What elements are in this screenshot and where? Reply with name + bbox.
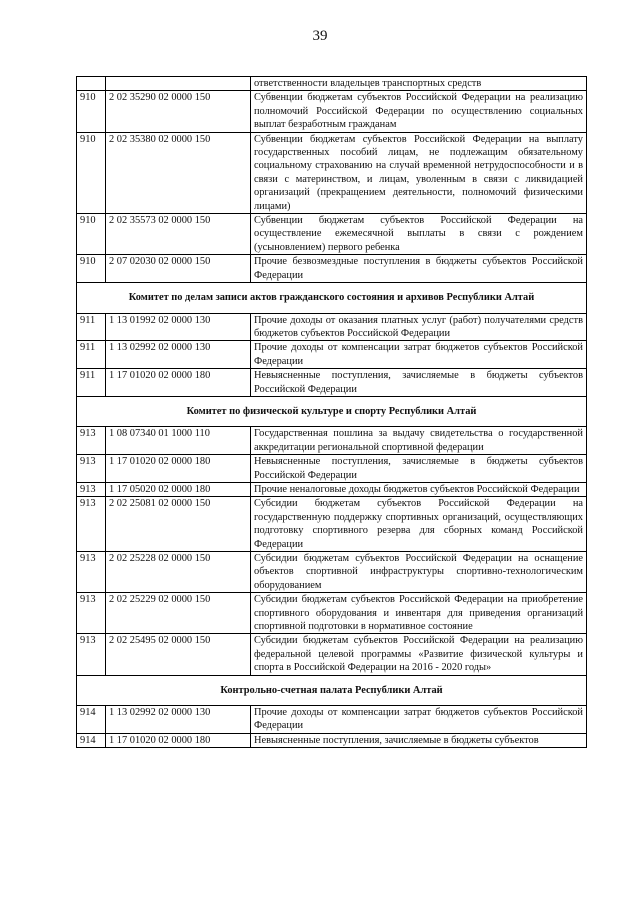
budget-code-cell: 1 17 01020 02 0000 180 bbox=[106, 455, 251, 483]
table-row bbox=[77, 255, 587, 283]
budget-code-cell: 1 13 02992 02 0000 130 bbox=[106, 706, 251, 734]
table-row bbox=[77, 634, 587, 675]
description-cell: Прочие доходы от компенсации затрат бюджетов субъектов Российской Федерации bbox=[251, 341, 587, 369]
admin-code-cell: 913 bbox=[77, 482, 106, 496]
budget-code-cell: 2 02 25495 02 0000 150 bbox=[106, 634, 251, 675]
budget-code-cell: 2 02 35290 02 0000 150 bbox=[106, 91, 251, 132]
table-row bbox=[77, 313, 587, 341]
admin-code-cell: 913 bbox=[77, 427, 106, 455]
admin-code-cell: 913 bbox=[77, 634, 106, 675]
description-cell: Прочие безвозмездные поступления в бюджеты субъектов Российской Федерации bbox=[251, 255, 587, 283]
table-row bbox=[77, 593, 587, 634]
budget-code-cell: 1 13 01992 02 0000 130 bbox=[106, 313, 251, 341]
description-cell: Субвенции бюджетам субъектов Российской Федерации на реализацию полномочий Российской Федерации по осуществлению социальных выплат безработным гражданам bbox=[251, 91, 587, 132]
budget-code-cell bbox=[106, 77, 251, 91]
table-row bbox=[77, 427, 587, 455]
description-cell: Невыясненные поступления, зачисляемые в бюджеты субъектов bbox=[251, 733, 587, 747]
description-cell: Субвенции бюджетам субъектов Российской Федерации на выплату государственных пособий лицам, не подлежащим обязательному социальному страхованию на случай временной нетрудоспособности и в связи с материнством, и лицам, уволенным в связи с ликвидацией организаций (прекращением деятельности, полномочий физическими лицами) bbox=[251, 132, 587, 213]
admin-code-cell: 910 bbox=[77, 214, 106, 255]
admin-code-cell: 913 bbox=[77, 497, 106, 552]
admin-code-cell: 910 bbox=[77, 132, 106, 213]
budget-code-cell: 2 02 35573 02 0000 150 bbox=[106, 214, 251, 255]
table-row bbox=[77, 369, 587, 397]
description-cell: Прочие доходы от компенсации затрат бюджетов субъектов Российской Федерации bbox=[251, 706, 587, 734]
page-number: 39 bbox=[312, 28, 328, 44]
section-header-row bbox=[77, 283, 587, 313]
budget-code-cell: 1 13 02992 02 0000 130 bbox=[106, 341, 251, 369]
section-header-row bbox=[77, 396, 587, 426]
budget-code-cell: 1 08 07340 01 1000 110 bbox=[106, 427, 251, 455]
description-cell: Субсидии бюджетам субъектов Российской Федерации на государственную поддержку спортивных организаций, осуществляющих подготовку спортивного резерва для сборных команд Российской Федерации bbox=[251, 497, 587, 552]
admin-code-cell: 914 bbox=[77, 706, 106, 734]
admin-code-cell: 910 bbox=[77, 91, 106, 132]
description-cell: Прочие доходы от оказания платных услуг (работ) получателями средств бюджетов субъектов Российской Федерации bbox=[251, 313, 587, 341]
description-cell: ответственности владельцев транспортных средств bbox=[251, 77, 587, 91]
revenue-codes-table bbox=[76, 76, 587, 748]
budget-code-cell: 2 07 02030 02 0000 150 bbox=[106, 255, 251, 283]
table-row bbox=[77, 733, 587, 747]
section-header-row bbox=[77, 675, 587, 705]
table-body bbox=[77, 77, 587, 748]
budget-code-cell: 2 02 25228 02 0000 150 bbox=[106, 552, 251, 593]
budget-code-cell: 2 02 25081 02 0000 150 bbox=[106, 497, 251, 552]
table-row bbox=[77, 497, 587, 552]
budget-code-cell: 1 17 01020 02 0000 180 bbox=[106, 733, 251, 747]
budget-code-cell: 1 17 05020 02 0000 180 bbox=[106, 482, 251, 496]
table-row bbox=[77, 132, 587, 213]
description-cell: Невыясненные поступления, зачисляемые в бюджеты субъектов Российской Федерации bbox=[251, 369, 587, 397]
table-row bbox=[77, 341, 587, 369]
table-row bbox=[77, 482, 587, 496]
description-cell: Субвенции бюджетам субъектов Российской Федерации на осуществление ежемесячной выплаты в связи с рождением (усыновлением) первого ребенка bbox=[251, 214, 587, 255]
admin-code-cell: 911 bbox=[77, 341, 106, 369]
admin-code-cell: 910 bbox=[77, 255, 106, 283]
budget-code-cell: 2 02 35380 02 0000 150 bbox=[106, 132, 251, 213]
admin-code-cell bbox=[77, 77, 106, 91]
description-cell: Субсидии бюджетам субъектов Российской Федерации на реализацию федеральной целевой программы «Развитие физической культуры и спорта в Российской Федерации на 2016 - 2020 годы» bbox=[251, 634, 587, 675]
description-cell: Субсидии бюджетам субъектов Российской Федерации на оснащение объектов спортивной инфраструктуры спортивно-технологическим оборудованием bbox=[251, 552, 587, 593]
admin-code-cell: 914 bbox=[77, 733, 106, 747]
description-cell: Субсидии бюджетам субъектов Российской Федерации на приобретение спортивного оборудования и инвентаря для приведения организаций спортивной подготовки в нормативное состояние bbox=[251, 593, 587, 634]
admin-code-cell: 911 bbox=[77, 313, 106, 341]
budget-code-cell: 1 17 01020 02 0000 180 bbox=[106, 369, 251, 397]
section-title: Комитет по делам записи актов гражданского состояния и архивов Республики Алтай bbox=[77, 283, 587, 313]
admin-code-cell: 911 bbox=[77, 369, 106, 397]
table-row bbox=[77, 455, 587, 483]
budget-code-cell: 2 02 25229 02 0000 150 bbox=[106, 593, 251, 634]
section-title: Контрольно-счетная палата Республики Алтай bbox=[77, 675, 587, 705]
table-row bbox=[77, 91, 587, 132]
admin-code-cell: 913 bbox=[77, 593, 106, 634]
table-row bbox=[77, 552, 587, 593]
description-cell: Невыясненные поступления, зачисляемые в бюджеты субъектов Российской Федерации bbox=[251, 455, 587, 483]
description-cell: Государственная пошлина за выдачу свидетельства о государственной аккредитации региональной спортивной федерации bbox=[251, 427, 587, 455]
table-row bbox=[77, 706, 587, 734]
table-row-continuation bbox=[77, 77, 587, 91]
table-row bbox=[77, 214, 587, 255]
admin-code-cell: 913 bbox=[77, 455, 106, 483]
description-cell: Прочие неналоговые доходы бюджетов субъектов Российской Федерации bbox=[251, 482, 587, 496]
section-title: Комитет по физической культуре и спорту Республики Алтай bbox=[77, 396, 587, 426]
admin-code-cell: 913 bbox=[77, 552, 106, 593]
